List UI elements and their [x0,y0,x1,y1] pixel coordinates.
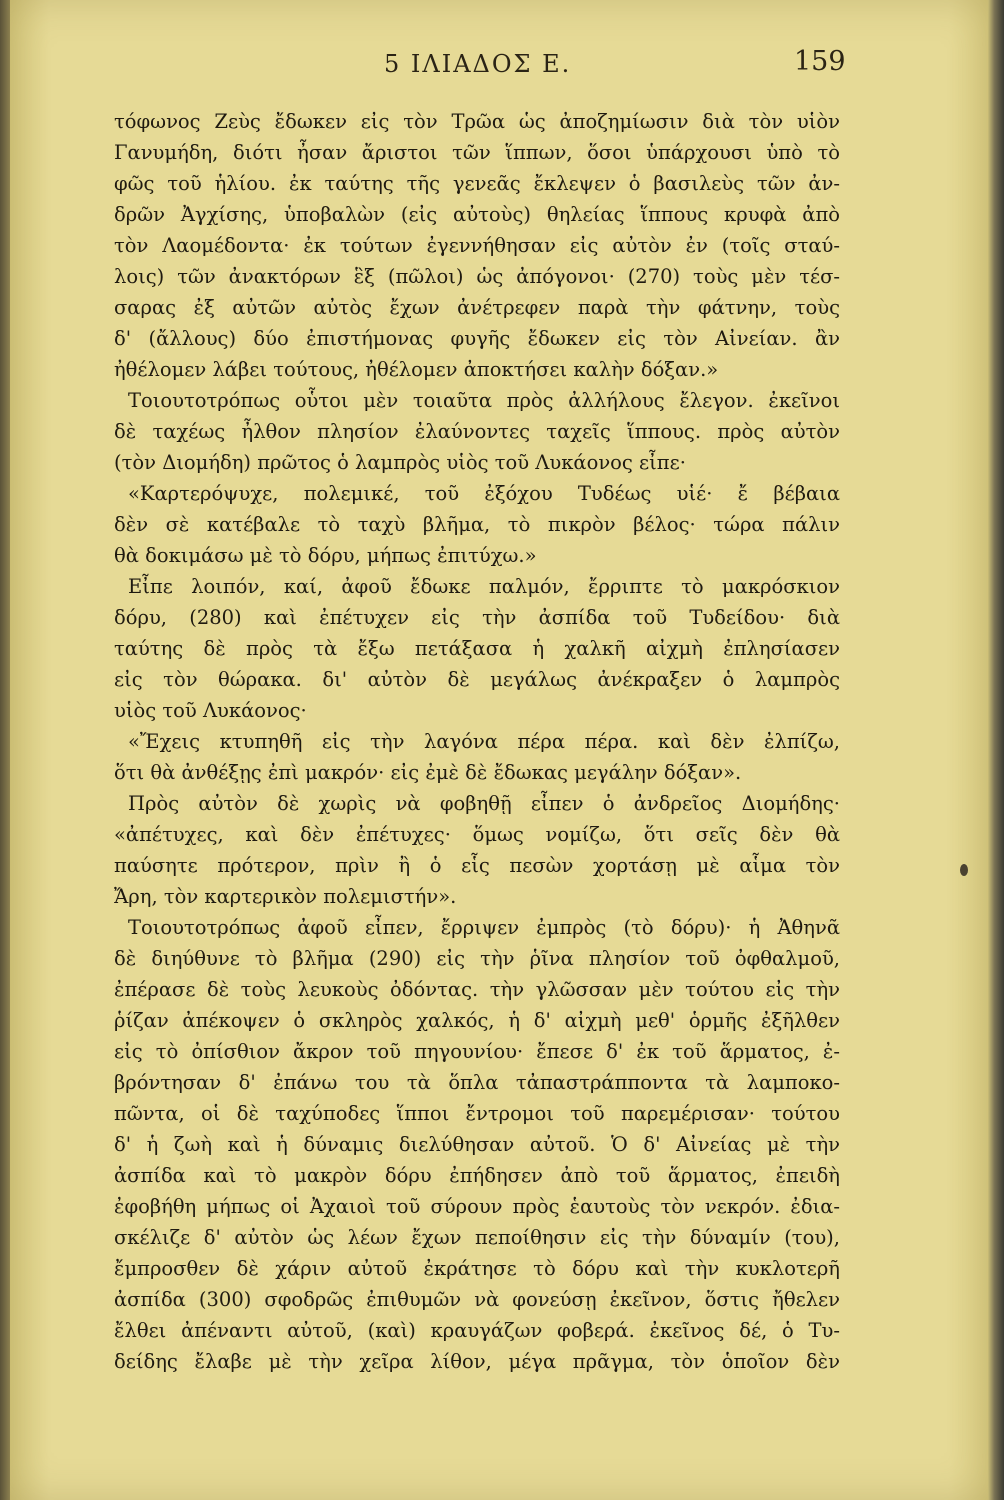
text-line: εἰς τὸν θώρακα. δι' αὐτὸν δὲ μεγάλως ἀνέκραξεν ὁ λαμπρὸς [114,668,840,691]
ink-dot [960,864,968,876]
text-line: τόφωνος Ζεὺς ἔδωκεν εἰς τὸν Τρῶα ὡς ἀποζημίωσιν διὰ τὸν υἱὸν [114,110,840,133]
running-title: 5 ΙΛΙΑΔΟΣ Ε. [384,50,572,78]
text-line: ἐπέρασε δὲ τοὺς λευκοὺς ὀδόντας. τὴν γλῶσσαν μὲν τούτου εἰς τὴν [114,978,840,1001]
text-line: σκέλιζε δ' αὐτὸν ὡς λέων ἔχων πεποίθησιν εἰς τὴν δύναμίν (του), [114,1226,840,1249]
page-number: 159 [794,46,846,77]
book-spine [0,0,10,1500]
text-line: (τὸν Διομήδη) πρῶτος ὁ λαμπρὸς υἱὸς τοῦ Λυκάονος εἶπε· [114,451,686,474]
text-line: δείδης ἔλαβε μὲ τὴν χεῖρα λίθον, μέγα πρᾶγμα, τὸν ὁποῖον δὲν [114,1350,840,1373]
text-line: ἐφοβήθη μήπως οἱ Ἀχαιοὶ τοῦ σύρουν πρὸς ἑαυτοὺς τὸν νεκρόν. ἐδια- [114,1195,840,1218]
text-line: παύσητε πρότερον, πρὶν ἢ ὁ εἷς πεσὼν χορτάσῃ μὲ αἷμα τὸν [114,854,840,877]
text-line: ἠθέλομεν λάβει τούτους, ἠθέλομεν ἀποκτήσει καλὴν δόξαν.» [114,358,719,381]
text-line: «Καρτερόψυχε, πολεμικέ, τοῦ ἐξόχου Τυδέως υἱέ· ἔ βέβαια [128,482,840,505]
text-line: δὲν σὲ κατέβαλε τὸ ταχὺ βλῆμα, τὸ πικρὸν βέλος· τώρα πάλιν [114,513,840,536]
text-line: Γανυμήδη, διότι ἦσαν ἄριστοι τῶν ἵππων, ὅσοι ὑπάρχουσι ὑπὸ τὸ [114,141,840,164]
body-text [114,106,840,1377]
text-line: σαρας ἐξ αὐτῶν αὐτὸς ἔχων ἀνέτρεφεν παρὰ τὴν φάτνην, τοὺς [114,296,840,319]
text-line: θὰ δοκιμάσω μὲ τὸ δόρυ, μήπως ἐπιτύχω.» [114,544,537,567]
text-line: Τοιουτοτρόπως ἀφοῦ εἶπεν, ἔρριψεν ἐμπρὸς (τὸ δόρυ)· ἡ Ἀθηνᾶ [128,916,840,939]
text-line: ταύτης δὲ πρὸς τὰ ἔξω πετάξασα ἡ χαλκῆ αἰχμὴ ἐπλησίασεν [114,637,840,660]
text-line: λοις) τῶν ἀνακτόρων ἓξ (πῶλοι) ὡς ἀπόγονοι· (270) τοὺς μὲν τέσ- [114,265,840,288]
book-page [10,0,988,1500]
text-line: Πρὸς αὐτὸν δὲ χωρὶς νὰ φοβηθῇ εἶπεν ὁ ἀνδρεῖος Διομήδης· [128,792,840,815]
text-line: δρῶν Ἀγχίσης, ὑποβαλὼν (εἰς αὐτοὺς) θηλείας ἵππους κρυφὰ ἀπὸ [114,203,840,226]
text-line: δὲ ταχέως ἦλθον πλησίον ἐλαύνοντες ταχεῖς ἵππους. πρὸς αὐτὸν [114,420,840,443]
text-line: τὸν Λαομέδοντα· ἐκ τούτων ἐγεννήθησαν εἰς αὐτὸν ἐν (τοῖς σταύ- [114,234,840,257]
text-line: «ἀπέτυχες, καὶ δὲν ἐπέτυχες· ὅμως νομίζω, ὅτι σεῖς δὲν θὰ [114,823,840,846]
text-line: δ' ἡ ζωὴ καὶ ἡ δύναμις διελύθησαν αὐτοῦ. Ὁ δ' Αἰνείας μὲ τὴν [114,1133,840,1156]
text-line: δ' (ἄλλους) δύο ἐπιστήμονας φυγῆς ἔδωκεν εἰς τὸν Αἰνείαν. ἂν [114,327,840,350]
text-line: Τοιουτοτρόπως οὗτοι μὲν τοιαῦτα πρὸς ἀλλήλους ἔλεγον. ἐκεῖνοι [128,389,840,412]
text-line: φῶς τοῦ ἡλίου. ἐκ ταύτης τῆς γενεᾶς ἔκλεψεν ὁ βασιλεὺς τῶν ἀν- [114,172,840,195]
text-line: πῶντα, οἱ δὲ ταχύποδες ἵπποι ἔντρομοι τοῦ παρεμέρισαν· τούτου [114,1102,840,1125]
text-line: ἔμπροσθεν δὲ χάριν αὐτοῦ ἐκράτησε τὸ δόρυ καὶ τὴν κυκλοτερῆ [114,1257,840,1280]
text-line: εἰς τὸ ὀπίσθιον ἄκρον τοῦ πηγουνίου· ἔπεσε δ' ἐκ τοῦ ἅρματος, ἐ- [114,1040,840,1063]
text-line: ὅτι θὰ ἀνθέξῃς ἐπὶ μακρόν· εἰς ἐμὲ δὲ ἔδωκας μεγάλην δόξαν». [114,761,742,784]
text-line: ῥίζαν ἀπέκοψεν ὁ σκληρὸς χαλκός, ἡ δ' αἰχμὴ μεθ' ὁρμῆς ἐξῆλθεν [114,1009,840,1032]
text-line: ἀσπίδα (300) σφοδρῶς ἐπιθυμῶν νὰ φονεύσῃ ἐκεῖνον, ὅστις ἤθελεν [114,1288,840,1311]
text-line: υἱὸς τοῦ Λυκάονος· [114,699,307,722]
text-line: βρόντησαν δ' ἐπάνω του τὰ ὅπλα τἀπαστράπποντα τὰ λαμποκο- [114,1071,840,1094]
page-edge-shadow [988,0,1004,1500]
text-line: «Ἔχεις κτυπηθῆ εἰς τὴν λαγόνα πέρα πέρα. καὶ δὲν ἐλπίζω, [128,730,840,753]
text-line: ἀσπίδα καὶ τὸ μακρὸν δόρυ ἐπήδησεν ἀπὸ τοῦ ἅρματος, ἐπειδὴ [114,1164,840,1187]
text-line: Ἄρη, τὸν καρτερικὸν πολεμιστήν». [114,885,457,908]
text-line: Εἶπε λοιπόν, καί, ἀφοῦ ἔδωκε παλμόν, ἔρριπτε τὸ μακρόσκιον [128,575,840,598]
text-line: δὲ διηύθυνε τὸ βλῆμα (290) εἰς τὴν ῥῖνα πλησίον τοῦ ὀφθαλμοῦ, [114,947,840,970]
page-header [10,46,988,90]
text-line: ἔλθει ἀπέναντι αὐτοῦ, (καὶ) κραυγάζων φοβερά. ἐκεῖνος δέ, ὁ Τυ- [114,1319,840,1342]
text-line: δόρυ, (280) καὶ ἐπέτυχεν εἰς τὴν ἀσπίδα τοῦ Τυδείδου· διὰ [114,606,840,629]
